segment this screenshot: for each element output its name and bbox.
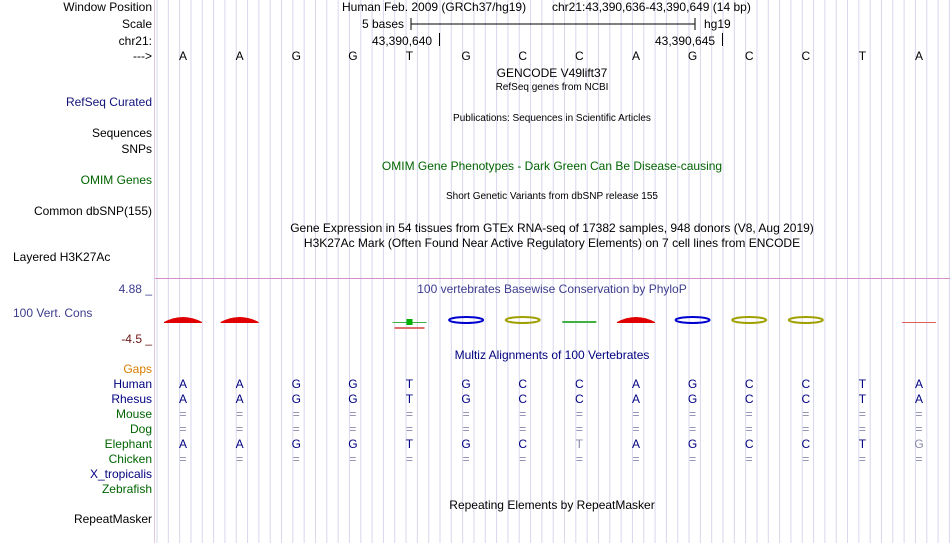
- db-text: hg19: [704, 17, 731, 31]
- alignment-base: =: [802, 422, 810, 436]
- phylop-glyph: [617, 317, 655, 323]
- alignment-base: =: [405, 407, 413, 421]
- phylop-glyph: [221, 317, 259, 323]
- repeatmasker-track-title[interactable]: Repeating Elements by RepeatMasker: [449, 498, 655, 512]
- alignment-base: =: [915, 407, 923, 421]
- publications-track-title[interactable]: Publications: Sequences in Scientific Articles: [453, 113, 651, 124]
- reference-base: A: [915, 49, 924, 63]
- alignment-base: =: [632, 422, 640, 436]
- reference-base: A: [178, 49, 187, 63]
- alignment-base: G: [348, 392, 358, 406]
- alignment-base: G: [291, 437, 301, 451]
- ruler-tick-mark-2: [722, 33, 723, 46]
- window-position-label: Window Position: [63, 0, 152, 14]
- alignment-base: =: [915, 422, 923, 436]
- alignment-base: =: [179, 422, 187, 436]
- alignment-base: T: [858, 377, 867, 391]
- alignment-base: A: [178, 392, 187, 406]
- species-label[interactable]: Elephant: [104, 437, 152, 451]
- phylop-glyph: [676, 317, 710, 323]
- alignment-base: =: [519, 407, 527, 421]
- alignment-base: T: [405, 392, 414, 406]
- phylop-glyph: [164, 317, 202, 323]
- reference-base: G: [461, 49, 471, 63]
- multiz-track-title[interactable]: Multiz Alignments of 100 Vertebrates: [454, 348, 650, 362]
- alignment-base: A: [178, 377, 187, 391]
- species-label[interactable]: Zebrafish: [101, 482, 152, 496]
- reference-base: G: [348, 49, 358, 63]
- species-label[interactable]: Chicken: [108, 452, 152, 466]
- alignment-base: =: [632, 407, 640, 421]
- alignment-base: =: [349, 407, 357, 421]
- alignment-base: C: [518, 377, 528, 391]
- alignment-base: =: [179, 452, 187, 466]
- alignment-base: C: [574, 377, 584, 391]
- alignment-base: A: [235, 377, 244, 391]
- alignment-base: =: [858, 407, 866, 421]
- alignment-base: G: [348, 377, 358, 391]
- alignment-base: C: [518, 392, 528, 406]
- chrom-label: chr21:: [118, 34, 152, 48]
- alignment-base: A: [631, 437, 640, 451]
- reference-base: G: [687, 49, 698, 63]
- h3k27ac-track-title[interactable]: H3K27Ac Mark (Often Found Near Active Regulatory Elements) on 7 cell lines from ENCODE: [303, 236, 801, 250]
- alignment-base: C: [744, 377, 754, 391]
- alignment-base: G: [687, 377, 698, 391]
- alignment-base: C: [801, 437, 811, 451]
- alignment-base: A: [631, 377, 640, 391]
- reference-base: A: [631, 49, 640, 63]
- alignment-base: A: [235, 437, 244, 451]
- alignment-base: =: [802, 452, 810, 466]
- alignment-base: =: [689, 452, 697, 466]
- alignment-base: C: [801, 377, 811, 391]
- alignment-base: A: [915, 392, 924, 406]
- ruler-tick-2: 43,390,645: [655, 34, 716, 48]
- strand-label: --->: [133, 49, 152, 63]
- alignment-base: =: [292, 407, 300, 421]
- species-label[interactable]: Human: [113, 377, 152, 391]
- alignment-base: =: [802, 407, 810, 421]
- scale-bar: [410, 16, 700, 32]
- alignment-base: T: [858, 392, 867, 406]
- alignment-base: =: [575, 407, 583, 421]
- alignment-base: =: [575, 452, 583, 466]
- gencode-track-title[interactable]: GENCODE V49lift37: [496, 66, 608, 80]
- alignment-base: =: [462, 452, 470, 466]
- alignment-base: =: [349, 452, 357, 466]
- alignment-base: =: [462, 407, 470, 421]
- reference-base: T: [858, 49, 867, 63]
- gaps-label[interactable]: Gaps: [123, 362, 152, 376]
- species-label[interactable]: Mouse: [115, 407, 152, 421]
- reference-base: C: [744, 49, 754, 63]
- alignment-base: G: [348, 437, 358, 451]
- alignment-base: G: [291, 392, 301, 406]
- alignment-base: =: [462, 422, 470, 436]
- alignment-base: =: [519, 452, 527, 466]
- alignment-base: G: [914, 437, 924, 451]
- reference-base: G: [291, 49, 301, 63]
- common-dbsnp-label[interactable]: Common dbSNP(155): [33, 204, 152, 218]
- phylop-conservation-plot[interactable]: [155, 308, 950, 334]
- phylop-track-title[interactable]: 100 vertebrates Basewise Conservation by PhyloP: [417, 282, 687, 296]
- alignment-base: =: [236, 407, 244, 421]
- alignment-base: C: [744, 437, 754, 451]
- alignment-base: =: [858, 422, 866, 436]
- alignment-base: C: [574, 392, 584, 406]
- alignment-base: G: [461, 377, 471, 391]
- alignment-base: G: [687, 392, 698, 406]
- reference-base: T: [405, 49, 414, 63]
- alignment-base: C: [801, 392, 811, 406]
- alignment-base: G: [687, 437, 698, 451]
- refseq-curated-label[interactable]: RefSeq Curated: [65, 95, 152, 109]
- alignment-base: T: [575, 437, 583, 451]
- alignment-base: G: [461, 437, 471, 451]
- gtex-track-title[interactable]: Gene Expression in 54 tissues from GTEx RNA-seq of 17382 samples, 948 donors (V8, Aug 2019): [290, 221, 814, 235]
- alignment-base: T: [858, 437, 867, 451]
- cons-max-value: 4.88 _: [118, 282, 152, 296]
- dbsnp-track-title[interactable]: Short Genetic Variants from dbSNP release 155: [446, 191, 658, 202]
- alignment-base: =: [575, 422, 583, 436]
- label-column-divider: [154, 0, 155, 543]
- repeatmasker-label[interactable]: RepeatMasker: [73, 512, 152, 526]
- alignment-base: C: [744, 392, 754, 406]
- species-label[interactable]: Rhesus: [111, 392, 152, 406]
- reference-base: A: [235, 49, 244, 63]
- phylop-glyph: [562, 321, 596, 323]
- alignment-base: =: [349, 422, 357, 436]
- reference-base: C: [518, 49, 528, 63]
- alignment-base: =: [745, 452, 753, 466]
- ruler-tick-1: 43,390,640: [372, 34, 433, 48]
- alignment-base: =: [689, 407, 697, 421]
- alignment-base: =: [858, 452, 866, 466]
- alignment-base: A: [235, 392, 244, 406]
- ruler-tick-mark-1: [439, 33, 440, 46]
- phylop-glyph: [732, 317, 766, 323]
- phylop-glyph: [506, 317, 540, 323]
- position-text: chr21:43,390,636-43,390,649 (14 bp): [552, 0, 751, 14]
- reference-base: C: [801, 49, 811, 63]
- omim-track-title[interactable]: OMIM Gene Phenotypes - Dark Green Can Be Disease-causing: [381, 159, 723, 173]
- alignment-base: =: [236, 452, 244, 466]
- assembly-text: Human Feb. 2009 (GRCh37/hg19): [342, 0, 527, 14]
- alignment-base: =: [689, 422, 697, 436]
- alignment-base: =: [405, 422, 413, 436]
- alignment-base: G: [461, 392, 471, 406]
- layered-h3k27ac-label[interactable]: Layered H3K27Ac: [13, 250, 111, 264]
- alignment-base: G: [291, 377, 301, 391]
- phylop-glyph: [392, 319, 426, 329]
- track-separator: [155, 278, 950, 279]
- alignment-base: A: [915, 377, 924, 391]
- alignment-base: A: [178, 437, 187, 451]
- alignment-base: =: [292, 422, 300, 436]
- alignment-base: =: [179, 407, 187, 421]
- alignment-base: =: [915, 452, 923, 466]
- scale-label: Scale: [121, 17, 152, 31]
- scale-bases-text: 5 bases: [362, 17, 405, 31]
- alignment-base: =: [632, 452, 640, 466]
- alignment-base: C: [518, 437, 528, 451]
- species-label[interactable]: X_tropicalis: [89, 467, 152, 481]
- alignment-base: =: [292, 452, 300, 466]
- alignment-base: T: [405, 437, 414, 451]
- species-label[interactable]: Dog: [129, 422, 152, 436]
- sequences-label[interactable]: Sequences: [91, 126, 152, 140]
- alignment-base: =: [519, 422, 527, 436]
- phylop-glyph: [449, 317, 483, 323]
- snps-label[interactable]: SNPs: [121, 142, 152, 156]
- phylop-glyph: [902, 322, 936, 323]
- alignment-base: =: [405, 452, 413, 466]
- alignment-base: =: [745, 422, 753, 436]
- refseq-track-subtitle[interactable]: RefSeq genes from NCBI: [495, 82, 609, 93]
- alignment-base: =: [236, 422, 244, 436]
- alignment-base: A: [631, 392, 640, 406]
- alignment-base: =: [745, 407, 753, 421]
- alignment-base: T: [405, 377, 414, 391]
- phylop-glyph: [789, 317, 823, 323]
- omim-genes-label[interactable]: OMIM Genes: [80, 173, 152, 187]
- cons-min-value: -4.5 _: [121, 332, 152, 346]
- reference-base: C: [574, 49, 584, 63]
- vert-cons-label[interactable]: 100 Vert. Cons: [13, 306, 93, 320]
